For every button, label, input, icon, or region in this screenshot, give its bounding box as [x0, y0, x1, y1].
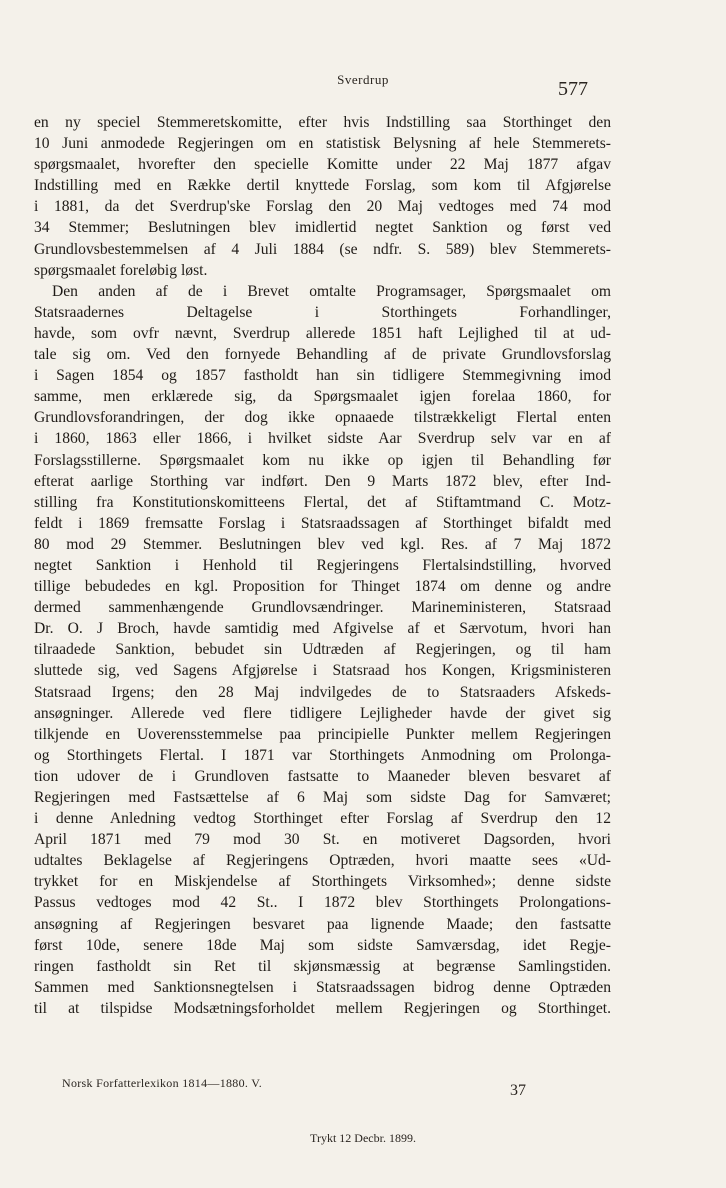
text-line: 10 Juni anmodede Regjeringen om en statistisk Belysning af hele Stemmerets-: [34, 135, 611, 153]
text-line: Statsraadernes Deltagelse i Storthingets Forhandlinger,: [34, 303, 611, 321]
text-line: tilkjende en Uoverensstemmelse paa principielle Punkter mellem Regjeringen: [34, 725, 611, 743]
text-line: Sammen med Sanktionsnegtelsen i Statsraadssagen bidrog denne Optræden: [34, 978, 611, 996]
signature-mark: 37: [510, 1082, 526, 1099]
text-line: trykket for en Miskjendelse af Storthingets Virksomhed»; denne sidste: [34, 873, 611, 891]
text-line: ringen fastholdt sin Ret til skjønsmæssig at begrænse Samlingstiden.: [34, 957, 611, 975]
text-line: tale sig om. Ved den fornyede Behandling af de private Grundlovsforslag: [34, 346, 611, 364]
text-line: stilling fra Konstitutionskomitteens Flertal, det af Stiftamtmand C. Motz-: [34, 493, 611, 511]
text-line: Dr. O. J Broch, havde samtidig med Afgivelse af et Særvotum, hvori han: [34, 620, 611, 638]
text-line: Grundlovsforandringen, der dog ikke opnaaede tilstrækkeligt Flertal enten: [34, 409, 611, 427]
text-line: ansøgning af Regjeringen besvaret paa lignende Maade; den fastsatte: [34, 915, 611, 933]
page-number: 577: [558, 78, 588, 100]
text-line: havde, som ovfr nævnt, Sverdrup allerede 1851 haft Lejlighed til at ud-: [34, 324, 611, 342]
text-line: i 1881, da det Sverdrup'ske Forslag den 20 Maj vedtoges med 74 mod: [34, 198, 611, 216]
text-line: Indstilling med en Række dertil knyttede Forslag, som kom til Afgjørelse: [34, 177, 611, 195]
text-line: i Sagen 1854 og 1857 fastholdt han sin tidligere Stemmegivning imod: [34, 367, 611, 385]
running-head: Sverdrup: [337, 72, 389, 87]
text-line: tillige bebudedes en kgl. Proposition for Thinget 1874 om denne og andre: [34, 578, 611, 596]
text-line: tion udover de i Grundloven fastsatte to Maaneder bleven besvaret af: [34, 767, 611, 785]
text-line: Regjeringen med Fastsættelse af 6 Maj som sidste Dag for Samværet;: [34, 789, 611, 806]
print-date: Trykt 12 Decbr. 1899.: [310, 1131, 416, 1145]
text-line: spørgsmaalet foreløbig løst.: [34, 261, 208, 279]
text-line: udtaltes Beklagelse af Regjeringens Optræden, hvori maatte sees «Ud-: [34, 852, 611, 870]
text-line: negtet Sanktion i Henhold til Regjeringens Flertalsindstilling, hvorved: [34, 556, 611, 574]
text-line: 34 Stemmer; Beslutningen blev imidlertid negtet Sanktion og først ved: [34, 219, 611, 237]
text-line: April 1871 med 79 mod 30 St. en motiveret Dagsorden, hvori: [34, 831, 611, 849]
body-text: [34, 112, 611, 1019]
text-line: ansøgninger. Allerede ved flere tidligere Lejligheder havde der givet sig: [34, 704, 611, 722]
footer-publication: Norsk Forfatterlexikon 1814—1880. V.: [62, 1076, 263, 1090]
text-line: og Storthingets Flertal. I 1871 var Storthingets Anmodning om Prolonga-: [34, 746, 611, 764]
text-line: sluttede sig, ved Sagens Afgjørelse i Statsraad hos Kongen, Krigsministeren: [34, 662, 611, 680]
text-line: til at tilspidse Modsætningsforholdet mellem Regjeringen og Storthinget.: [34, 999, 611, 1017]
text-line: i 1860, 1863 eller 1866, i hvilket sidste Aar Sverdrup selv var en af: [34, 430, 611, 448]
text-line: Den anden af de i Brevet omtalte Programsager, Spørgsmaalet om: [52, 282, 611, 300]
text-line: en ny speciel Stemmeretskomitte, efter hvis Indstilling saa Storthinget den: [34, 114, 611, 131]
text-line: Statsraad Irgens; den 28 Maj indvilgedes de to Statsraaders Afskeds-: [34, 683, 611, 701]
text-line: efterat aarlige Storthing var indført. Den 9 Marts 1872 blev, efter Ind-: [34, 472, 611, 490]
text-line: tilraadede Sanktion, bebudet sin Udtræden af Regjeringen, og til ham: [34, 641, 611, 659]
text-line: Passus vedtoges mod 42 St.. I 1872 blev Storthingets Prolongations-: [34, 894, 611, 912]
text-line: Forslagsstillerne. Spørgsmaalet kom nu ikke op igjen til Behandling før: [34, 451, 611, 469]
text-line: 80 mod 29 Stemmer. Beslutningen blev ved kgl. Res. af 7 Maj 1872: [34, 535, 611, 553]
text-line: dermed sammenhængende Grundlovsændringer. Marineministeren, Statsraad: [34, 599, 611, 617]
text-line: først 10de, senere 18de Maj som sidste Samværsdag, idet Regje-: [34, 936, 611, 954]
text-line: spørgsmaalet, hvorefter den specielle Komitte under 22 Maj 1877 afgav: [34, 156, 611, 174]
text-line: feldt i 1869 fremsatte Forslag i Statsraadssagen af Storthinget bifaldt med: [34, 514, 611, 532]
text-line: samme, men erklærede sig, da Spørgsmaalet igjen forelaa 1860, for: [34, 388, 611, 406]
text-line: Grundlovsbestemmelsen af 4 Juli 1884 (se ndfr. S. 589) blev Stemmerets-: [34, 240, 611, 258]
text-line: i denne Anledning vedtog Storthinget efter Forslag af Sverdrup den 12: [34, 810, 611, 828]
